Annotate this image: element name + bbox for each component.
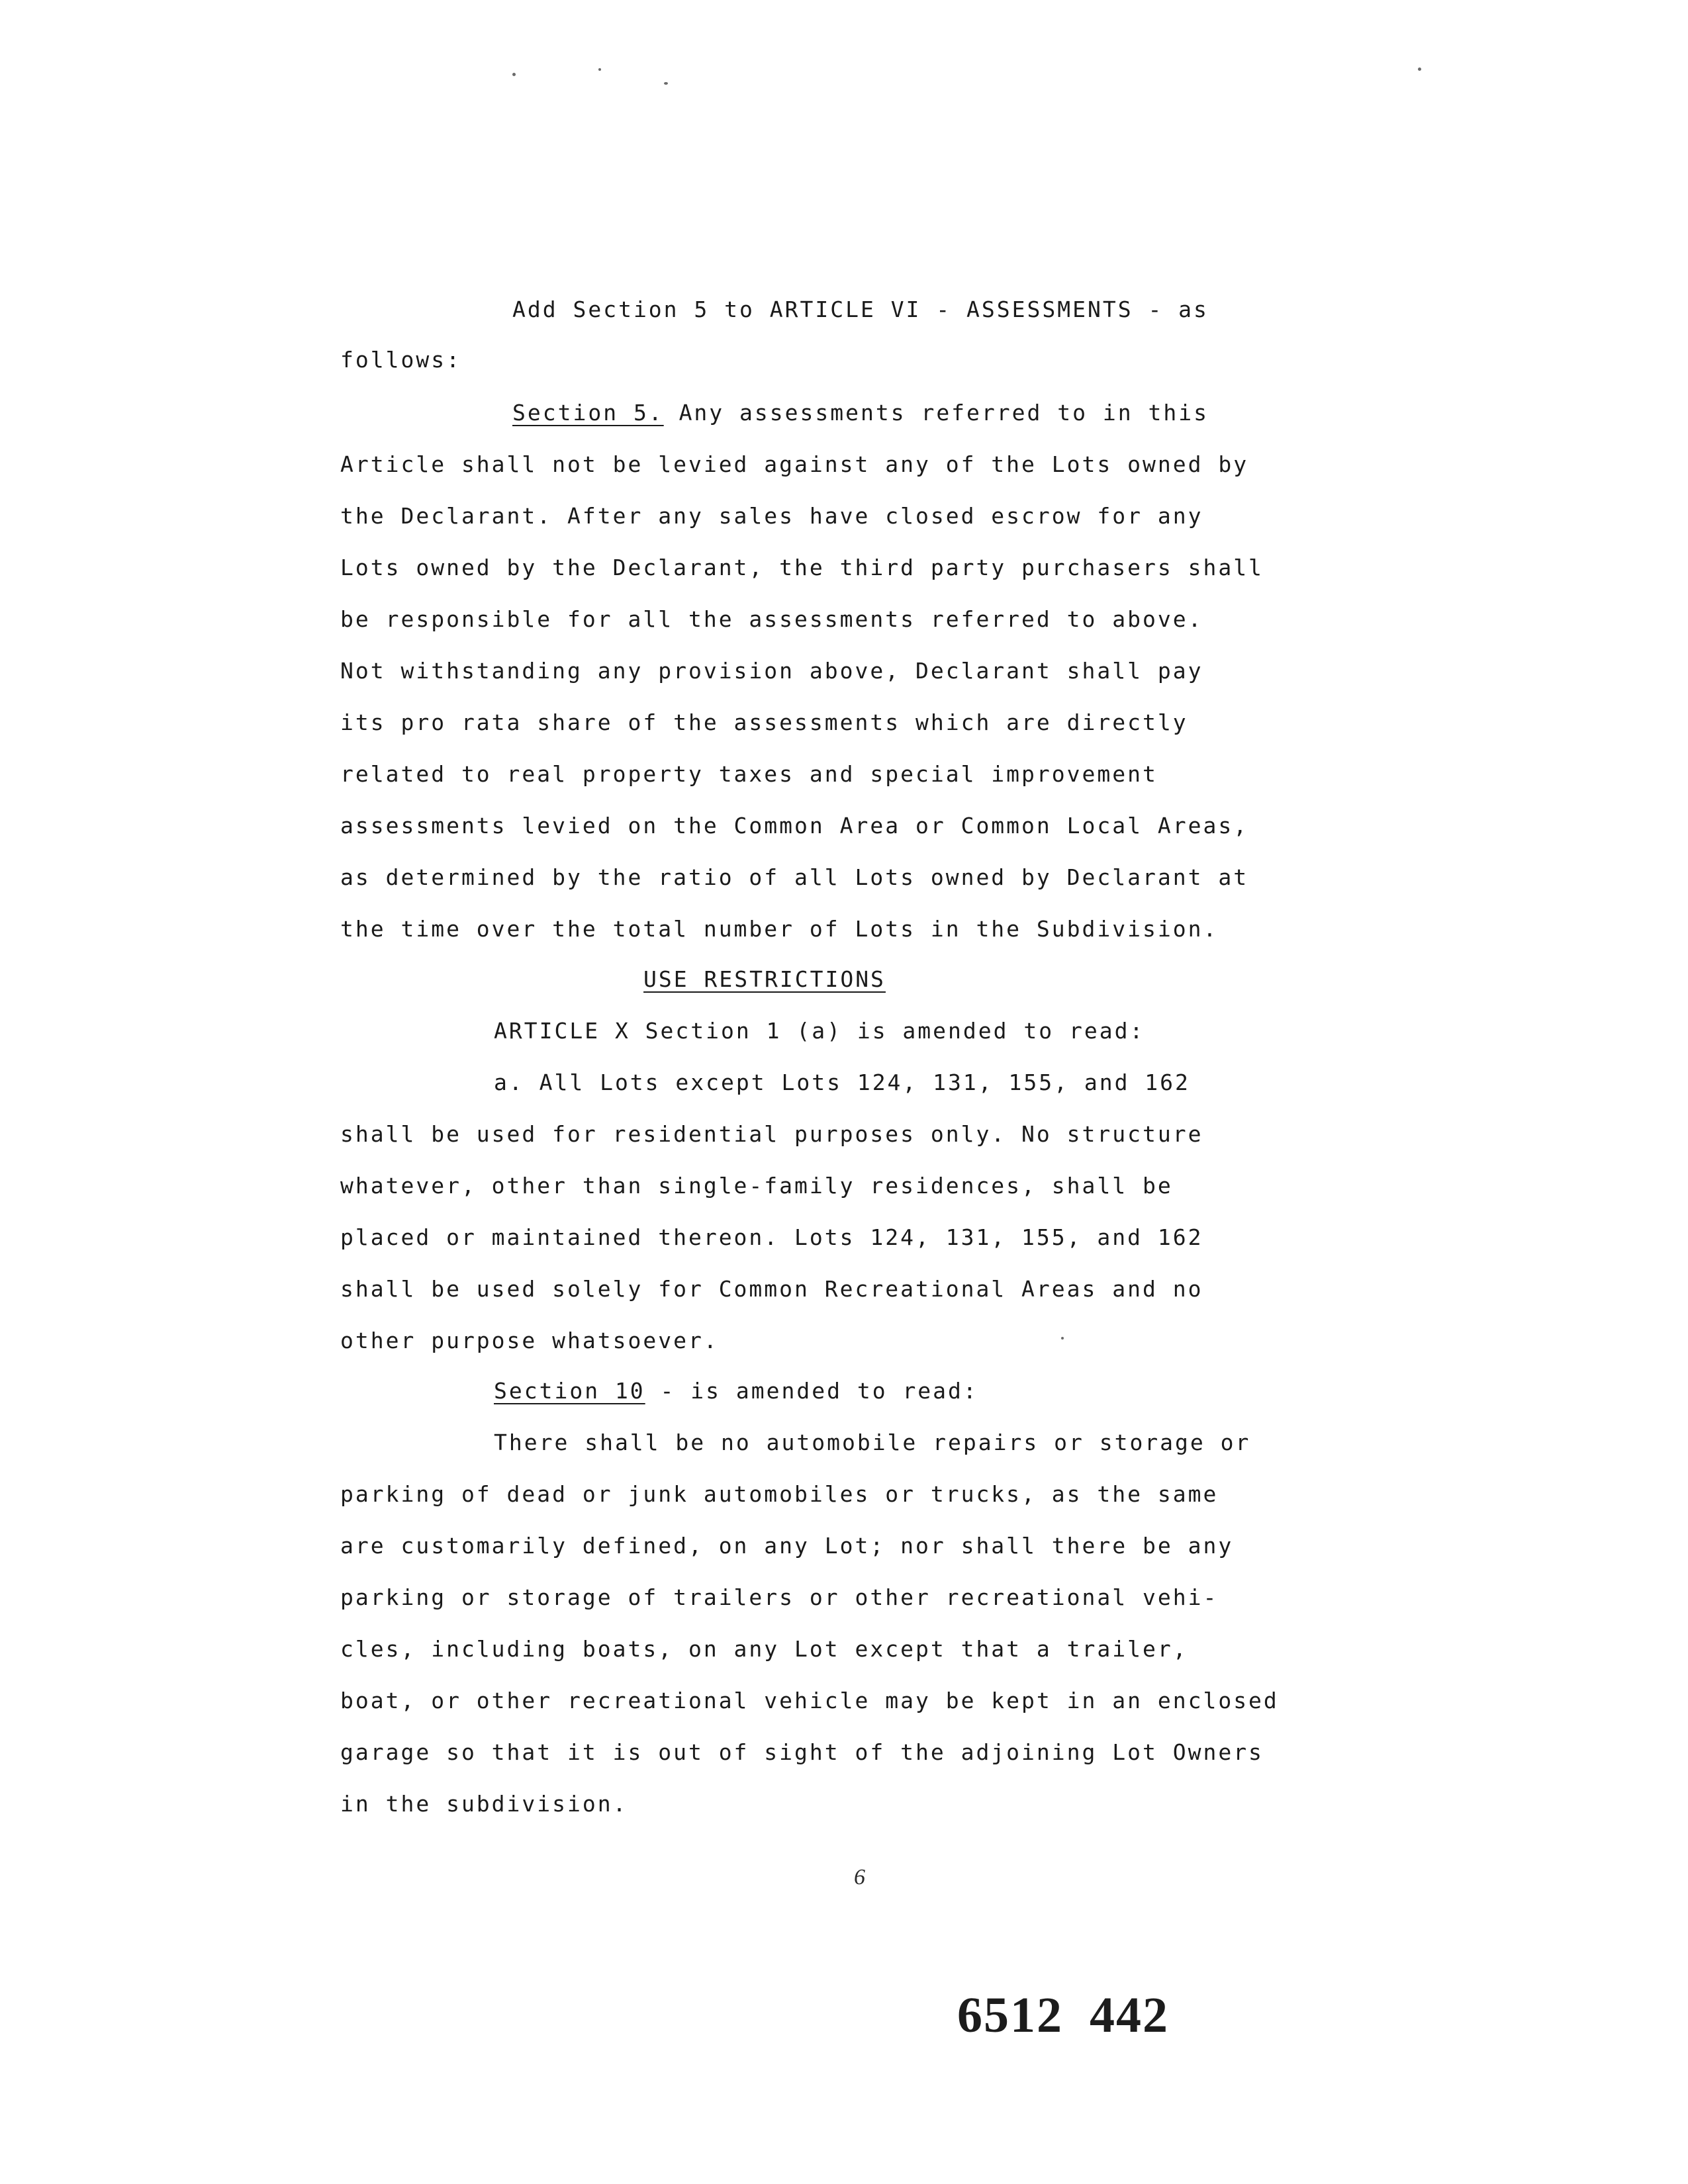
section-5-line: Not withstanding any provision above, Declarant shall pay [340, 658, 1203, 684]
use-restrictions-line: shall be used for residential purposes only. No structure [340, 1121, 1203, 1147]
section-10-line: in the subdivision. [340, 1791, 628, 1817]
intro-line-1: Add Section 5 to ARTICLE VI - ASSESSMENTS - as [512, 296, 1209, 322]
section-5-line: Lots owned by the Declarant, the third party purchasers shall [340, 555, 1264, 580]
section-5-text: Any assessments referred to in this [679, 400, 1209, 426]
use-restrictions-line: placed or maintained thereon. Lots 124, 131, 155, and 162 [340, 1224, 1203, 1250]
section-5-heading: Section 5. [512, 400, 664, 426]
section-5-line: be responsible for all the assessments referred to above. [340, 606, 1203, 632]
section-5-first-line [512, 400, 1209, 426]
scan-speck [1418, 68, 1421, 71]
page-number: 6 [854, 1865, 865, 1889]
intro-line-2: follows: [340, 347, 461, 373]
section-5-line: its pro rata share of the assessments which are directly [340, 709, 1188, 735]
section-10-line: parking of dead or junk automobiles or trucks, as the same [340, 1481, 1219, 1507]
article-x-line: ARTICLE X Section 1 (a) is amended to read: [494, 1018, 1145, 1044]
section-10-line: garage so that it is out of sight of the adjoining Lot Owners [340, 1739, 1264, 1765]
section-10-line: are customarily defined, on any Lot; nor shall there be any [340, 1533, 1234, 1559]
section-5-line: Article shall not be levied against any of the Lots owned by [340, 451, 1249, 477]
section-5-line: the Declarant. After any sales have closed escrow for any [340, 503, 1203, 529]
section-10-first-line [494, 1378, 978, 1404]
scan-speck [512, 73, 516, 76]
section-10-line: boat, or other recreational vehicle may be kept in an enclosed [340, 1688, 1279, 1713]
section-10-suffix: - is amended to read: [645, 1378, 978, 1404]
scan-speck [598, 68, 601, 71]
section-5-line: the time over the total number of Lots in the Subdivision. [340, 916, 1219, 942]
scan-speck [1061, 1337, 1064, 1340]
use-restrictions-line: other purpose whatsoever. [340, 1328, 719, 1353]
recording-stamp [957, 1987, 1169, 2044]
section-10-heading: Section 10 [494, 1378, 645, 1404]
use-restrictions-heading-row [0, 966, 1688, 993]
section-5-line: related to real property taxes and special improvement [340, 761, 1158, 787]
section-5-line: as determined by the ratio of all Lots owned by Declarant at [340, 864, 1249, 890]
use-restrictions-heading: USE RESTRICTIONS [643, 966, 886, 992]
section-10-line: There shall be no automobile repairs or storage or [494, 1430, 1251, 1455]
section-10-line: cles, including boats, on any Lot except that a trailer, [340, 1636, 1188, 1662]
use-restrictions-line: whatever, other than single-family residences, shall be [340, 1173, 1173, 1199]
section-5-line: assessments levied on the Common Area or Common Local Areas, [340, 813, 1249, 839]
scan-speck [664, 82, 668, 85]
recording-book-number: 6512 [957, 1987, 1063, 2043]
recording-page-number: 442 [1090, 1987, 1169, 2043]
section-10-line: parking or storage of trailers or other recreational vehi- [340, 1584, 1219, 1610]
use-restrictions-line: a. All Lots except Lots 124, 131, 155, and 162 [494, 1069, 1190, 1095]
use-restrictions-line: shall be used solely for Common Recreational Areas and no [340, 1276, 1203, 1302]
